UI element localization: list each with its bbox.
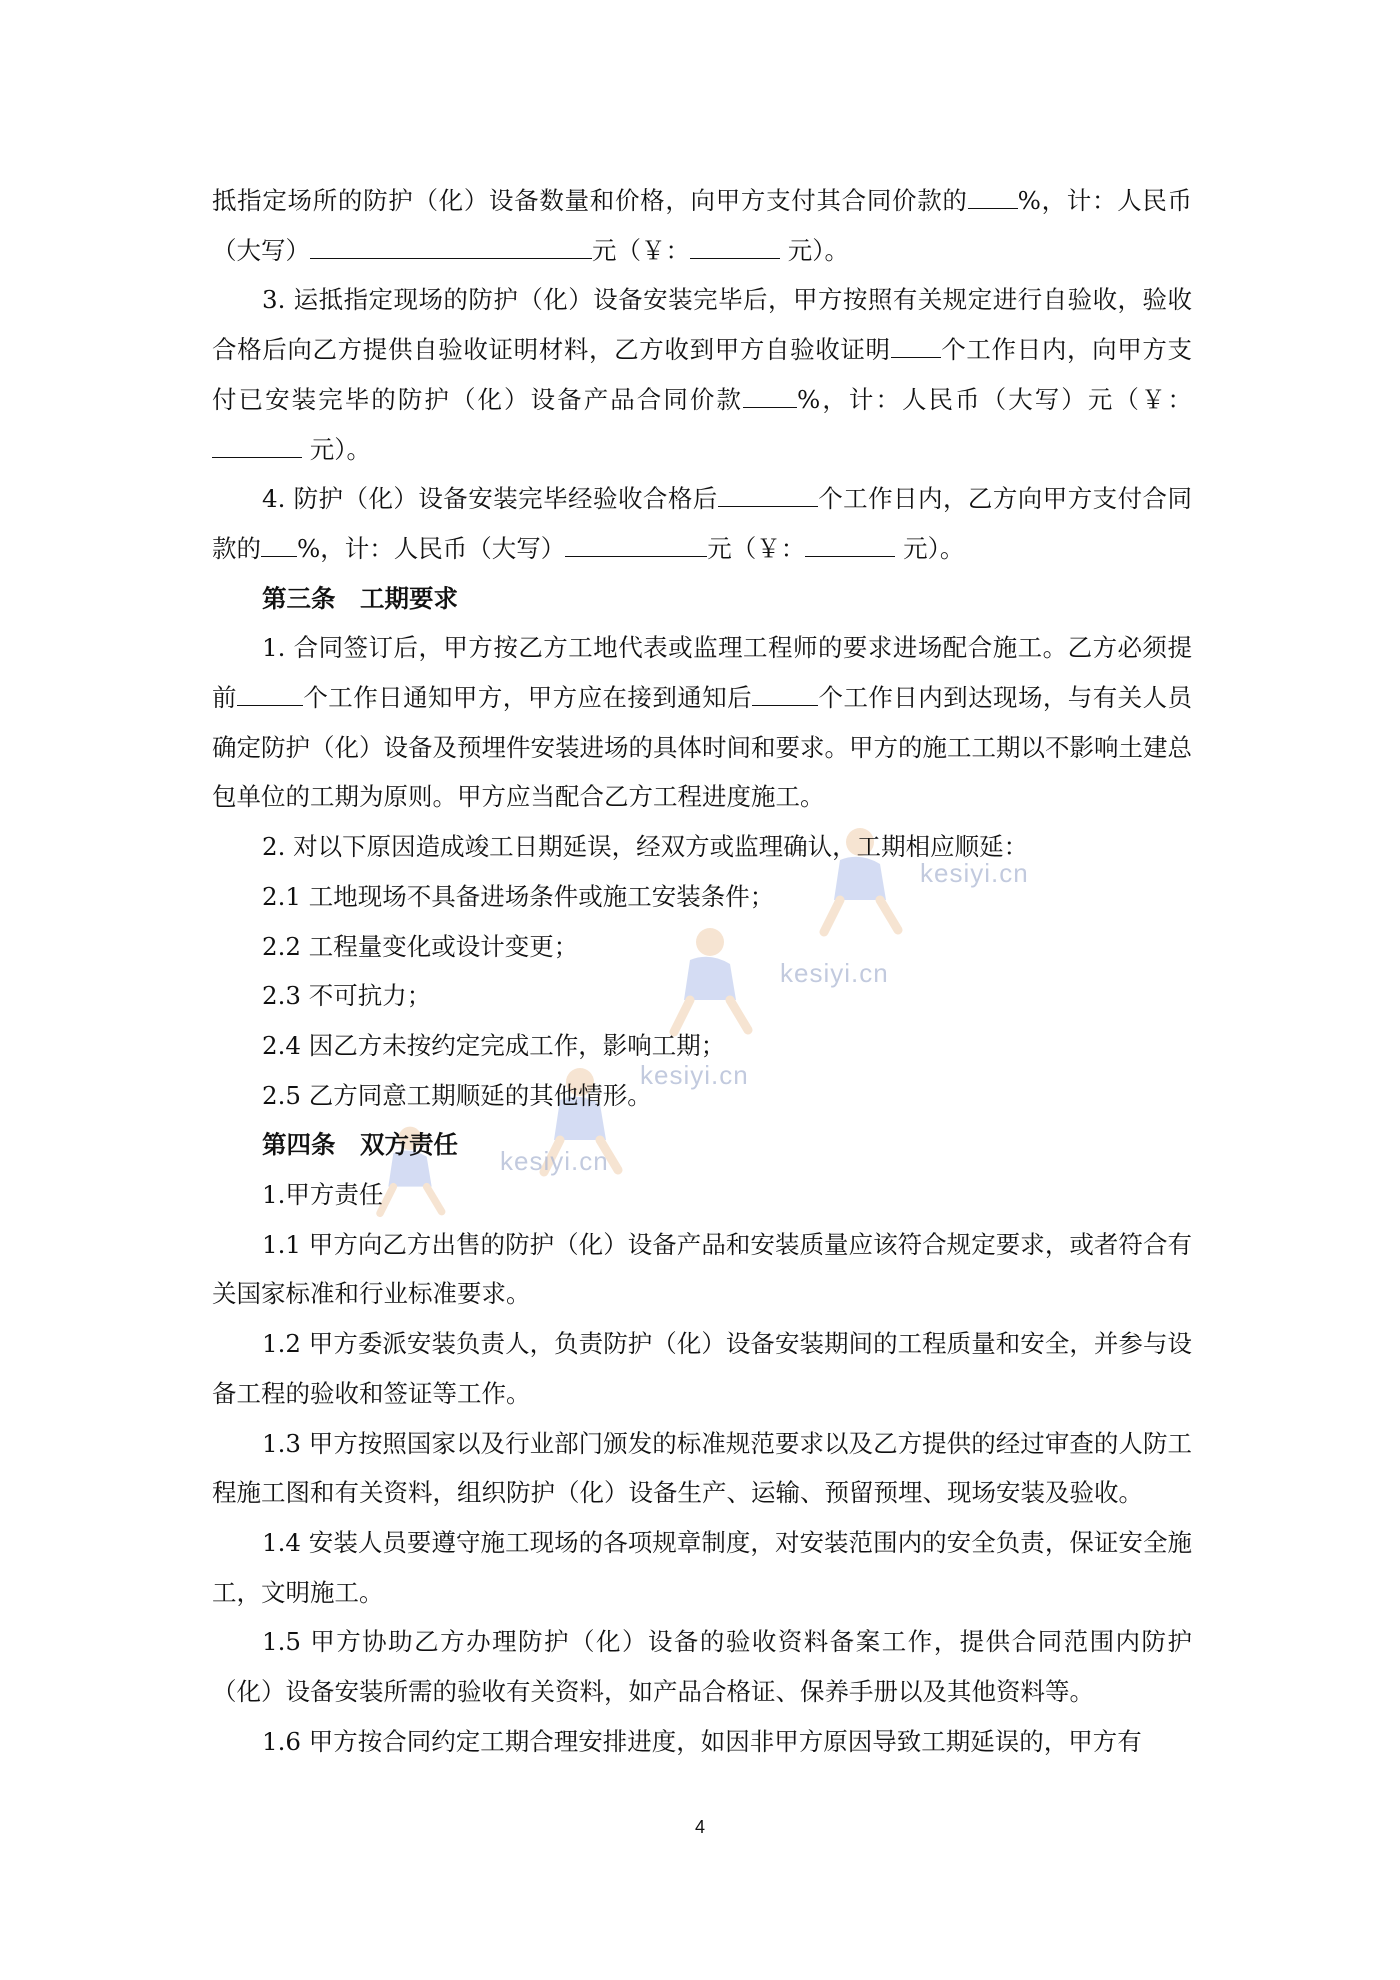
watermark-text: kesiyi.cn (500, 1146, 609, 1176)
fill-in-blank (565, 529, 707, 557)
paragraph-1-3: 1.3 甲方按照国家以及行业部门颁发的标准规范要求以及乙方提供的经过审查的人防工程施工图和有关资料，组织防护（化）设备生产、运输、预留预埋、现场安装及验收。 (212, 1428, 1192, 1508)
paragraph-1-5: 1.5 甲方协助乙方办理防护（化）设备的验收资料备案工作，提供合同范围内防护（化）设备安装所需的验收有关资料，如产品合格证、保养手册以及其他资料等。 (212, 1627, 1192, 1707)
fill-in-blank (310, 231, 592, 259)
fill-in-blank (237, 678, 303, 706)
list-item: 2.1 工地现场不具备进场条件或施工安装条件； (262, 881, 775, 911)
paragraph-1-1: 1.1 甲方向乙方出售的防护（化）设备产品和安装质量应该符合规定要求，或者符合有关国家标准和行业标准要求。 (212, 1229, 1192, 1309)
paragraph-1-4: 1.4 安装人员要遵守施工现场的各项规章制度，对安装范围内的安全负责，保证安全施工，文明施工。 (212, 1527, 1192, 1607)
fill-in-blank (212, 430, 302, 458)
watermark-text: kesiyi.cn (780, 958, 889, 988)
paragraph-schedule: 1. 合同签订后，甲方按乙方工地代表或监理工程师的要求进场配合施工。乙方必须提前 个工作日通知甲方，甲方应在接到通知后 个工作日内到达现场，与有关人员确定防护（化）设备及预埋件安装进场的具体时间和要求。甲方的施工工期以不影响土建总包单位的工期为原则。甲方应当配合乙方工程进度施工。 (212, 633, 1193, 812)
fill-in-blank (743, 380, 797, 408)
section-heading-3: 第三条 工期要求 (262, 583, 458, 613)
fill-in-blank (718, 479, 818, 507)
paragraph-1-6: 1.6 甲方按合同约定工期合理安排进度，如因非甲方原因导致工期延误的，甲方有 (262, 1726, 1142, 1756)
list-item: 2.3 不可抗力； (262, 981, 432, 1011)
subsection-heading: 1.甲方责任 (262, 1180, 384, 1210)
section-heading-4: 第四条 双方责任 (262, 1130, 458, 1160)
list-item: 2.4 因乙方未按约定完成工作，影响工期； (262, 1030, 726, 1060)
fill-in-blank (891, 330, 941, 358)
page-number: 4 (694, 1817, 705, 1837)
fill-in-blank (752, 678, 818, 706)
paragraph-1-2: 1.2 甲方委派安装负责人，负责防护（化）设备安装期间的工程质量和安全，并参与设备工程的验收和签证等工作。 (212, 1329, 1192, 1408)
paragraph-payment-installation: 3. 运抵指定现场的防护（化）设备安装完毕后，甲方按照有关规定进行自验收，验收合格后向乙方提供自验收证明材料，乙方收到甲方自验收证明 个工作日内，向甲方支付已安装完毕的防护（化）设备产品合同价款 %，计：人民币（大写）元（￥： 元）。 (212, 285, 1193, 464)
watermark-text: kesiyi.cn (920, 858, 1029, 888)
paragraph-payment-final: 4. 防护（化）设备安装完毕经验收合格后 个工作日内，乙方向甲方支付合同款的 %，计：人民币（大写） 元（￥： 元）。 (212, 474, 1192, 573)
list-item: 2.2 工程量变化或设计变更； (262, 931, 579, 961)
fill-in-blank (805, 529, 895, 557)
paragraph-delay-causes: 2. 对以下原因造成竣工日期延误，经双方或监理确认，工期相应顺延： (262, 832, 1029, 862)
fill-in-blank (690, 231, 780, 259)
paragraph-payment-delivery: 抵指定场所的防护（化）设备数量和价格，向甲方支付其合同价款的 %，计：人民币（大写） 元（￥： 元）。 (212, 176, 1192, 275)
fill-in-blank (261, 529, 297, 557)
fill-in-blank (968, 181, 1018, 209)
watermark-text: kesiyi.cn (640, 1060, 749, 1090)
contract-body (212, 176, 1192, 1767)
list-item: 2.5 乙方同意工期顺延的其他情形。 (262, 1080, 652, 1110)
